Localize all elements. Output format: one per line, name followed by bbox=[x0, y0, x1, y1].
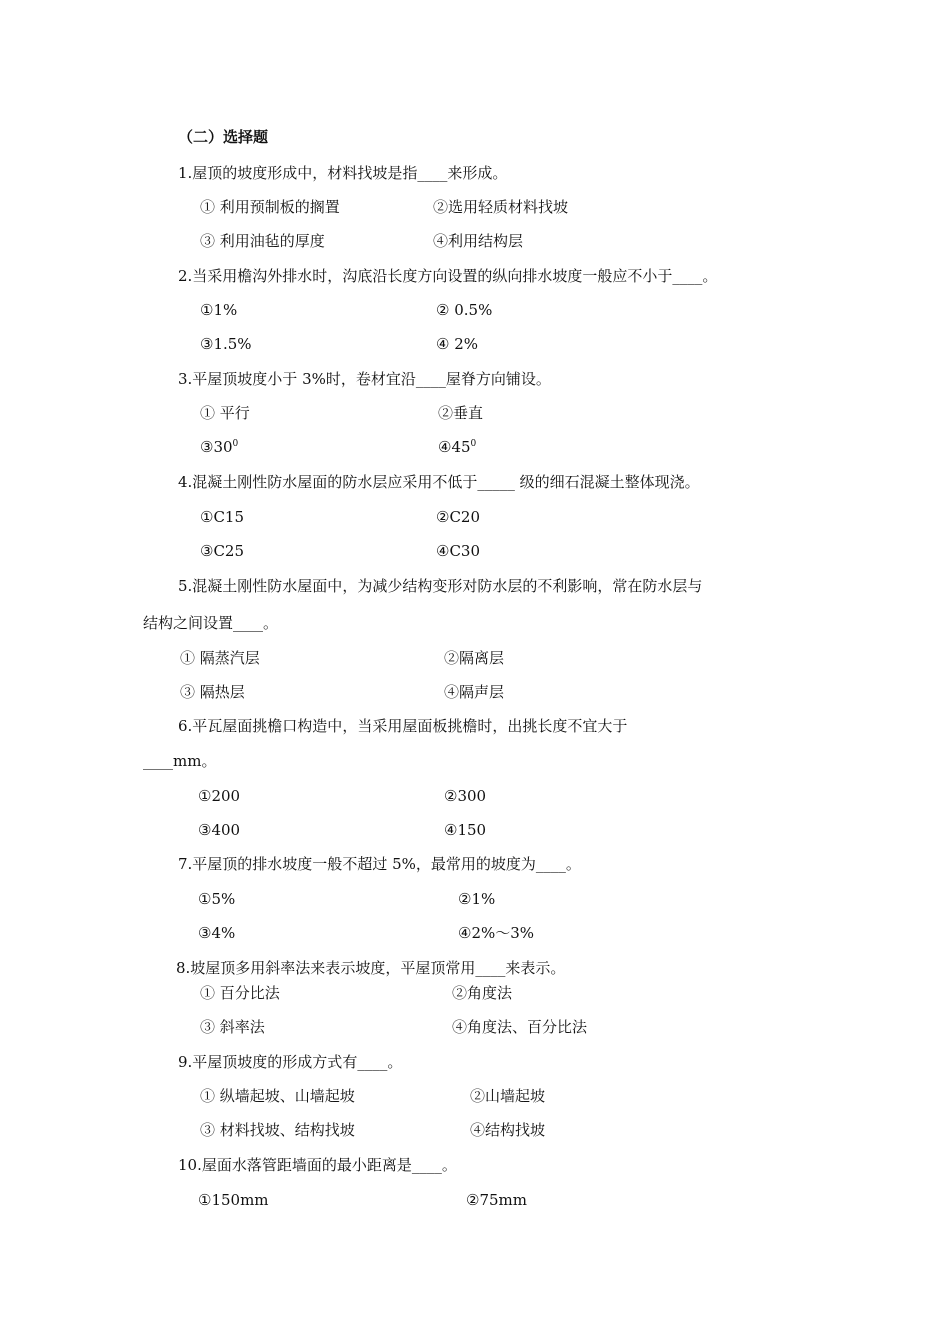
q4-option-1: ①C15 bbox=[200, 508, 245, 526]
q9-option-2: ②山墙起坡 bbox=[470, 1087, 546, 1105]
q7-option-1: ①5% bbox=[198, 890, 236, 908]
q9-option-1: ① 纵墙起坡、山墙起坡 bbox=[200, 1087, 355, 1105]
q2-option-4: ④ 2% bbox=[436, 335, 479, 353]
q4-option-3: ③C25 bbox=[200, 542, 245, 560]
q1-option-1: ① 利用预制板的搁置 bbox=[200, 198, 340, 216]
question-9: 9.平屋顶坡度的形成方式有____。 bbox=[178, 1053, 403, 1071]
question-8: 8.坡屋顶多用斜率法来表示坡度，平屋顶常用____来表示。 bbox=[176, 959, 566, 977]
q6-option-1: ①200 bbox=[198, 787, 241, 805]
question-3: 3.平屋顶坡度小于 3%时，卷材宜沿____屋脊方向铺设。 bbox=[178, 370, 551, 388]
q7-option-3: ③4% bbox=[198, 924, 236, 942]
question-5-line-2: 结构之间设置____。 bbox=[143, 614, 279, 632]
question-6-line-2: ____mm。 bbox=[143, 752, 217, 770]
q3-option-4: $④45^0$ bbox=[438, 438, 477, 456]
q8-option-2: ②角度法 bbox=[452, 984, 513, 1002]
q1-option-3: ③ 利用油毡的厚度 bbox=[200, 232, 325, 250]
q3-option-3: $③30^0$ bbox=[200, 438, 239, 456]
question-4: 4.混凝土刚性防水屋面的防水层应采用不低于_____ 级的细石混凝土整体现浇。 bbox=[178, 473, 700, 491]
q7-option-4: ④2%～3% bbox=[458, 924, 535, 942]
question-2: 2.当采用檐沟外排水时，沟底沿长度方向设置的纵向排水坡度一般应不小于____。 bbox=[178, 267, 718, 285]
q5-option-4: ④隔声层 bbox=[444, 683, 505, 701]
q2-option-1: ①1% bbox=[200, 301, 238, 319]
q8-option-3: ③ 斜率法 bbox=[200, 1018, 265, 1036]
q8-option-4: ④角度法、百分比法 bbox=[452, 1018, 588, 1036]
q5-option-2: ②隔离层 bbox=[444, 649, 505, 667]
q4-option-2: ②C20 bbox=[436, 508, 481, 526]
question-5-line-1: 5.混凝土刚性防水屋面中，为减少结构变形对防水层的不利影响，常在防水层与 bbox=[178, 577, 703, 595]
q10-option-2: ②75mm bbox=[466, 1191, 527, 1209]
q6-option-4: ④150 bbox=[444, 821, 487, 839]
q3-option-2: ②垂直 bbox=[438, 404, 484, 422]
q5-option-3: ③ 隔热层 bbox=[180, 683, 245, 701]
section-title: （二）选择题 bbox=[178, 128, 269, 146]
q5-option-1: ① 隔蒸汽层 bbox=[180, 649, 260, 667]
q3-option-1: ① 平行 bbox=[200, 404, 250, 422]
q2-option-2: ② 0.5% bbox=[436, 301, 493, 319]
q4-option-4: ④C30 bbox=[436, 542, 481, 560]
q10-option-1: ①150mm bbox=[198, 1191, 269, 1209]
q2-option-3: ③1.5% bbox=[200, 335, 252, 353]
q7-option-2: ②1% bbox=[458, 890, 496, 908]
q1-option-2: ②选用轻质材料找坡 bbox=[433, 198, 569, 216]
question-10: 10.屋面水落管距墙面的最小距离是____。 bbox=[178, 1156, 457, 1174]
q9-option-4: ④结构找坡 bbox=[470, 1121, 546, 1139]
question-6-line-1: 6.平瓦屋面挑檐口构造中，当采用屋面板挑檐时，出挑长度不宜大于 bbox=[178, 717, 628, 735]
q6-option-2: ②300 bbox=[444, 787, 487, 805]
q6-option-3: ③400 bbox=[198, 821, 241, 839]
q9-option-3: ③ 材料找坡、结构找坡 bbox=[200, 1121, 355, 1139]
question-1: 1.屋顶的坡度形成中，材料找坡是指____来形成。 bbox=[178, 164, 508, 182]
q1-option-4: ④利用结构层 bbox=[433, 232, 524, 250]
q8-option-1: ① 百分比法 bbox=[200, 984, 280, 1002]
question-7: 7.平屋顶的排水坡度一般不超过 5%，最常用的坡度为____。 bbox=[178, 855, 581, 873]
